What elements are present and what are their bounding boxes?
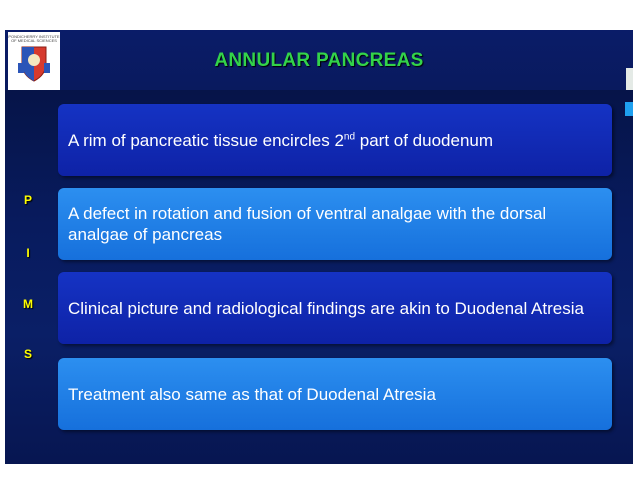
point-1: [58, 104, 612, 176]
title-bar: [5, 30, 633, 90]
accent-bar-blue: [625, 102, 633, 116]
point-2-text: A defect in rotation and fusion of ventral analgae with the dorsal analgae of pancreas: [68, 204, 547, 244]
point-4-text: Treatment also same as that of Duodenal Atresia: [68, 384, 436, 404]
point-3-text: Clinical picture and radiological findings are akin to Duodenal Atresia: [68, 298, 584, 318]
logo-text: PONDICHERRY INSTITUTE OF MEDICAL SCIENCES: [8, 34, 60, 43]
point-3: [58, 272, 612, 344]
side-letter-p: P: [23, 193, 32, 207]
accent-bar: [626, 68, 633, 90]
side-letter-s: S: [23, 347, 32, 361]
side-letter-m: M: [23, 297, 33, 311]
side-letter-i: I: [26, 246, 30, 260]
point-4: [58, 358, 612, 430]
slide-title: ANNULAR PANCREAS: [214, 50, 424, 71]
point-1-text: A rim of pancreatic tissue encircles 2nd part of duodenum: [68, 130, 494, 150]
point-2: [58, 188, 612, 260]
